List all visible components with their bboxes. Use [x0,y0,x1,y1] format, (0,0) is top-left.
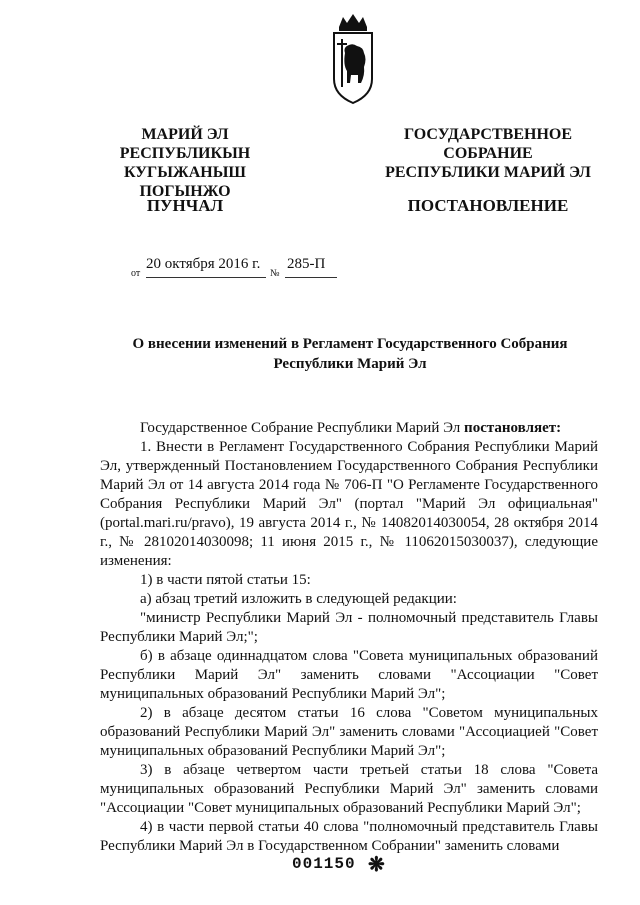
date-underline [146,277,266,278]
paragraph-5: б) в абзаце одиннадцатом слова "Совета муниципальных образований Республики Марий Эл" заменить словами "Ассоциации "Совет муниципальных образований Республики Марий Эл"; [100,648,598,702]
intro-paragraph [100,419,598,438]
paragraph-6: 2) в абзаце десятом статьи 16 слова "Советом муниципальных образований Республики Марий Эл" заменить словами "Ассоциацией "Совет муниципальных образований Республики Марий Эл"; [100,705,598,759]
paragraph-2: 1) в части пятой статьи 15: [140,572,311,588]
paragraph-1: 1. Внести в Регламент Государственного Собрания Республики Марий Эл, утвержденный Постановлением Государственного Собрания Республики Марий Эл от 14 августа 2014 года № 706-П "О Регламенте Государственного Собрания Республики Марий Эл" (портал "Марий Эл официальная" (portal.mari.ru/pravo), 19 августа 2014 г., № 14082014030054, 28 октября 2014 г., № 28102014030098; 11 июня 2015 г., № 11062015030037), следующие изменения: [100,439,598,569]
title-line-2: Республики Марий Эл [273,356,427,372]
date-from-label: от [131,268,141,279]
header-left-block [90,125,280,201]
number-underline [285,277,337,278]
header-left-line-2: РЕСПУБЛИКЫН [119,145,251,162]
document-date: 20 октября 2016 г. [146,256,261,272]
act-type-mari: ПУНЧАЛ [146,196,224,215]
header-right-line-1: ГОСУДАРСТВЕННОЕ [404,126,572,143]
intro-text: Государственное Собрание Республики Марий Эл [140,420,465,436]
serial-number: 001150 [292,855,356,873]
header-right-line-2: СОБРАНИЕ [443,145,533,162]
paragraph-3: а) абзац третий изложить в следующей редакции: [140,591,457,607]
header-left-line-1: МАРИЙ ЭЛ [141,126,229,143]
paragraph-8: 4) в части первой статьи 40 слова "полномочный представитель Главы Республики Марий Эл в Государственном Собрании" заменить словами [100,819,598,854]
header-left-line-3: КУГЫЖАНЫШ ПОГЫНЖО [123,164,246,200]
document-body [100,419,598,856]
intro-verb: постановляет: [464,420,562,436]
number-label: № [270,268,280,279]
act-type-russian: ПОСТАНОВЛЕНИЕ [407,196,569,215]
ornament-mark: ❋ [368,854,385,876]
date-number-line [127,256,367,286]
document-title [100,334,600,374]
paragraph-7: 3) в абзаце четвертом части третьей статьи 18 слова "Совета муниципальных образований Республики Марий Эл" заменить словами "Ассоциации "Совет муниципальных образований Республики Марий Эл"; [100,762,598,816]
header-right-line-3: РЕСПУБЛИКИ МАРИЙ ЭЛ [385,164,591,181]
title-line-1: О внесении изменений в Регламент Государственного Собрания [132,336,568,352]
header-right-block [383,125,593,182]
document-number: 285-П [287,256,326,272]
coat-of-arms-emblem [331,13,375,105]
paragraph-4: "министр Республики Марий Эл - полномочный представитель Главы Республики Марий Эл;"; [100,610,598,645]
